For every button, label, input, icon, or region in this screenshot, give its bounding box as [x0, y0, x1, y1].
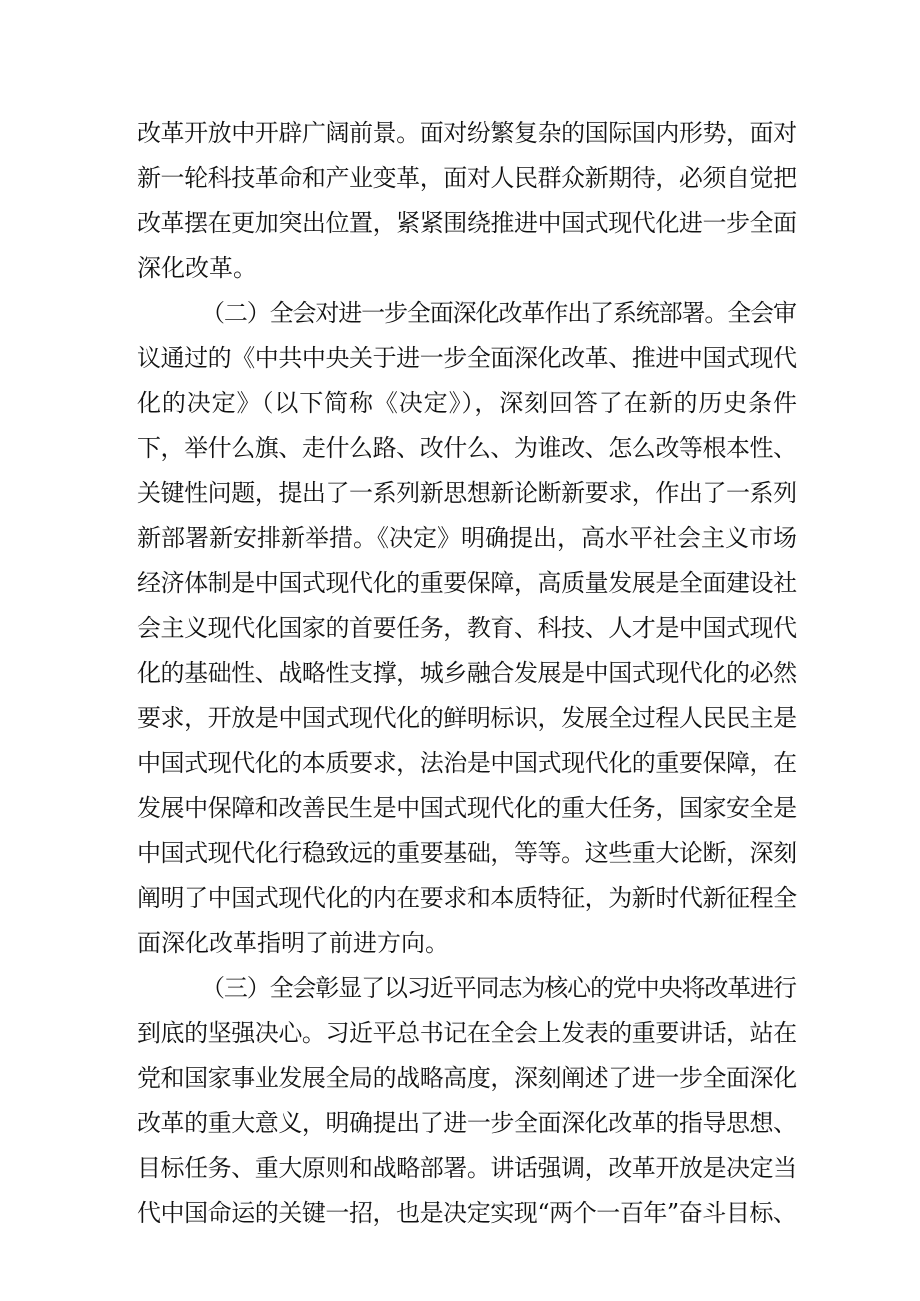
paragraph	[137, 291, 797, 966]
text-line: 面深化改革指明了前进方向。	[137, 929, 449, 957]
text-line: 目标任务、重大原则和战略部署。讲话强调，改革开放是决定当	[137, 1154, 797, 1182]
paragraph	[137, 111, 797, 291]
text-line: 深化改革。	[137, 254, 257, 282]
text-line: 关键性问题，提出了一系列新思想新论断新要求，作出了一系列	[137, 479, 797, 507]
text-line: 改革开放中开辟广阔前景。面对纷繁复杂的国际国内形势，面对	[137, 119, 797, 147]
text-line: 到底的坚强决心。习近平总书记在全会上发表的重要讲话，站在	[137, 1019, 797, 1047]
text-line: 党和国家事业发展全局的战略高度，深刻阐述了进一步全面深化	[137, 1064, 797, 1092]
text-line: 要求，开放是中国式现代化的鲜明标识，发展全过程人民民主是	[137, 704, 797, 732]
text-line: 阐明了中国式现代化的内在要求和本质特征，为新时代新征程全	[137, 884, 797, 912]
text-line: 经济体制是中国式现代化的重要保障，高质量发展是全面建设社	[137, 569, 797, 597]
text-line: 化的基础性、战略性支撑，城乡融合发展是中国式现代化的必然	[137, 659, 797, 687]
document-body	[137, 111, 797, 1236]
text-line: 改革的重大意义，明确提出了进一步全面深化改革的指导思想、	[137, 1109, 797, 1137]
text-line: 新部署新安排新举措。《决定》明确提出，高水平社会主义市场	[137, 524, 797, 552]
text-line: 中国式现代化的本质要求，法治是中国式现代化的重要保障，在	[137, 749, 797, 777]
text-line: 化的决定》（以下简称《决定》），深刻回答了在新的历史条件	[137, 389, 798, 417]
text-line: 改革摆在更加突出位置，紧紧围绕推进中国式现代化进一步全面	[137, 209, 797, 237]
text-line: 代中国命运的关键一招，也是决定实现“两个一百年”奋斗目标、	[137, 1199, 797, 1227]
text-line: （二）全会对进一步全面深化改革作出了系统部署。全会审	[201, 299, 796, 327]
text-line: 会主义现代化国家的首要任务，教育、科技、人才是中国式现代	[137, 614, 797, 642]
text-line: （三）全会彰显了以习近平同志为核心的党中央将改革进行	[201, 974, 796, 1002]
text-line: 发展中保障和改善民生是中国式现代化的重大任务，国家安全是	[137, 794, 797, 822]
paragraph	[137, 966, 797, 1236]
text-line: 新一轮科技革命和产业变革，面对人民群众新期待，必须自觉把	[137, 164, 797, 192]
text-line: 议通过的《中共中央关于进一步全面深化改革、推进中国式现代	[137, 344, 797, 372]
text-line: 中国式现代化行稳致远的重要基础，等等。这些重大论断，深刻	[137, 839, 797, 867]
text-line: 下，举什么旗、走什么路、改什么、为谁改、怎么改等根本性、	[137, 434, 797, 462]
